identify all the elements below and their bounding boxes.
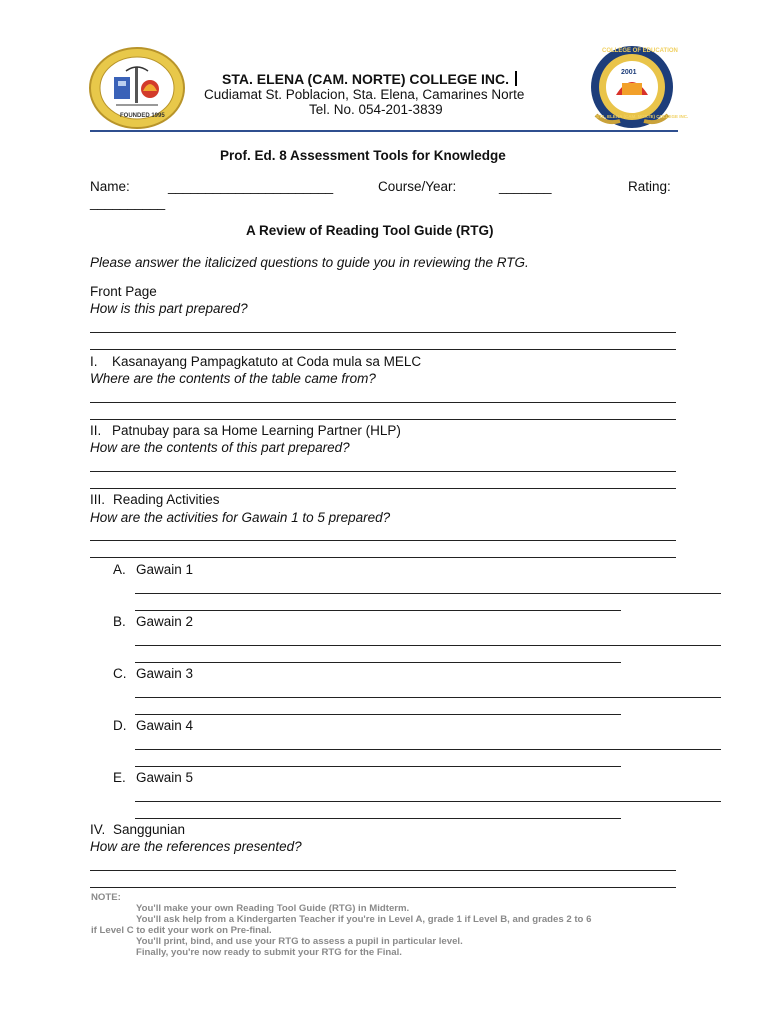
answer-line[interactable]	[135, 593, 721, 594]
answer-line[interactable]	[135, 697, 721, 698]
section-question-hlp: How are the contents of this part prepared?	[90, 440, 350, 455]
note-line: Finally, you're now ready to submit your RTG for the Final.	[136, 947, 402, 958]
gawain-label-1: Gawain 1	[136, 562, 194, 577]
name-field-blank[interactable]: ______________________	[168, 179, 334, 194]
form-title: A Review of Reading Tool Guide (RTG)	[246, 223, 494, 238]
gawain-label-3: Gawain 3	[136, 666, 194, 681]
note-line: if Level C to edit your work on Pre-final.	[91, 925, 272, 936]
answer-line[interactable]	[135, 610, 621, 611]
gawain-label-2: Gawain 2	[136, 614, 194, 629]
right-seal-year: 2001	[621, 69, 637, 76]
gawain-label-4: Gawain 4	[136, 718, 194, 733]
answer-line[interactable]	[135, 801, 721, 802]
name-label: Name:	[90, 179, 130, 194]
course-title: Prof. Ed. 8 Assessment Tools for Knowledge	[220, 148, 506, 163]
header-rule	[90, 130, 678, 132]
answer-line[interactable]	[135, 662, 621, 663]
gawain-letter-c: C.	[113, 666, 127, 681]
answer-line[interactable]	[90, 402, 676, 403]
section-number-iv: IV.	[90, 822, 106, 837]
answer-line[interactable]	[135, 645, 721, 646]
note-line: You'll make your own Reading Tool Guide (RTG) in Midterm.	[136, 903, 410, 914]
right-seal-ring-bottom: STA. ELENA (CAM. NORTE) COLLEGE INC.	[596, 114, 689, 119]
section-heading-sanggunian: Sanggunian	[113, 822, 186, 837]
school-telephone: Tel. No. 054-201-3839	[309, 102, 443, 117]
answer-line[interactable]	[135, 766, 621, 767]
school-name	[222, 71, 517, 87]
answer-line[interactable]	[135, 749, 721, 750]
school-name-text: STA. ELENA (CAM. NORTE) COLLEGE INC.	[222, 71, 509, 87]
course-year-label: Course/Year:	[378, 179, 457, 194]
answer-line[interactable]	[90, 471, 676, 472]
section-number-ii: II.	[90, 423, 102, 438]
answer-line[interactable]	[90, 540, 676, 541]
text-cursor	[515, 71, 517, 86]
note-line: You'll print, bind, and use your RTG to assess a pupil in particular level.	[136, 936, 463, 947]
note-label: NOTE:	[91, 892, 121, 903]
gawain-label-5: Gawain 5	[136, 770, 194, 785]
section-heading-hlp: Patnubay para sa Home Learning Partner (HLP)	[112, 423, 401, 438]
instruction: Please answer the italicized questions to guide you in reviewing the RTG.	[90, 255, 529, 270]
answer-line[interactable]	[90, 887, 676, 888]
answer-line[interactable]	[135, 818, 621, 819]
rating-field-blank[interactable]: __________	[90, 195, 166, 210]
section-question-reading-activities: How are the activities for Gawain 1 to 5 prepared?	[90, 510, 391, 525]
answer-line[interactable]	[90, 349, 676, 350]
answer-line[interactable]	[90, 557, 676, 558]
section-number-iii: III.	[90, 492, 106, 507]
section-question-sanggunian: How are the references presented?	[90, 839, 302, 854]
note-line: You'll ask help from a Kindergarten Teacher if you're in Level A, grade 1 if Level B, and grades 2 to 6	[136, 914, 592, 925]
left-seal-ring-bottom: FOUNDED 1995	[120, 113, 165, 119]
right-seal-ring-top: COLLEGE OF EDUCATION	[602, 48, 678, 54]
section-number-i: I.	[90, 354, 98, 369]
gawain-letter-e: E.	[113, 770, 126, 785]
answer-line[interactable]	[90, 332, 676, 333]
section-question-front-page: How is this part prepared?	[90, 301, 248, 316]
answer-line[interactable]	[90, 419, 676, 420]
section-heading-reading-activities: Reading Activities	[113, 492, 220, 507]
section-heading-front-page: Front Page	[90, 284, 157, 299]
answer-line[interactable]	[90, 488, 676, 489]
school-address: Cudiamat St. Poblacion, Sta. Elena, Camarines Norte	[204, 87, 525, 102]
left-seal-ring-top	[94, 40, 95, 46]
gawain-letter-b: B.	[113, 614, 126, 629]
rating-label: Rating:	[628, 179, 671, 194]
answer-line[interactable]	[135, 714, 621, 715]
gawain-letter-d: D.	[113, 718, 127, 733]
section-heading-melc: Kasanayang Pampagkatuto at Coda mula sa MELC	[112, 354, 422, 369]
answer-line[interactable]	[90, 870, 676, 871]
gawain-letter-a: A.	[113, 562, 126, 577]
section-question-melc: Where are the contents of the table came from?	[90, 371, 376, 386]
course-year-field-blank[interactable]: _______	[499, 179, 552, 194]
